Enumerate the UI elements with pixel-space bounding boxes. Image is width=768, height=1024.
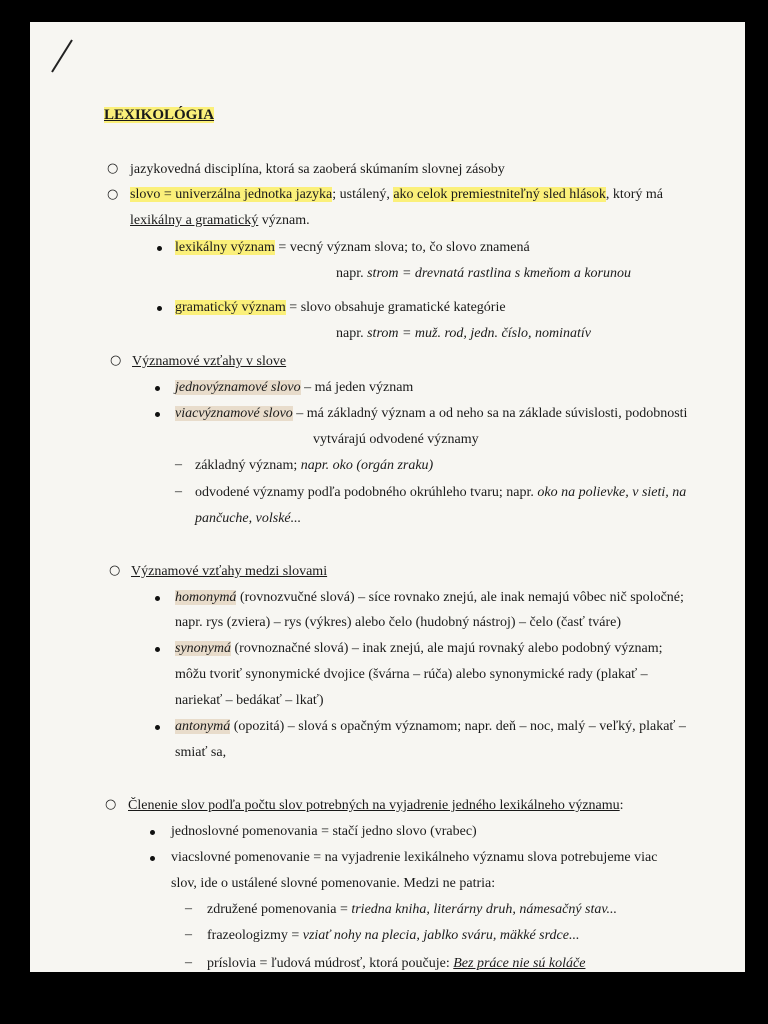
list-item-continuation: smiať sa, [175, 745, 227, 760]
document-page [30, 22, 745, 972]
list-item-continuation: môžu tvoriť synonymické dvojice (švárna – rúča) alebo synonymické rady (plakať – [175, 667, 648, 682]
sub-item: príslovia = ľudová múdrosť, ktorá poučuje: Bez práce nie sú koláče [207, 956, 586, 971]
definition-line: jazykovedná disciplína, ktorá sa zaoberá skúmaním slovnej zásoby [130, 162, 505, 177]
circle-bullet-icon: ○ [107, 161, 119, 176]
dot-bullet-icon [155, 596, 160, 601]
circle-bullet-icon: ○ [110, 353, 122, 368]
list-item: homonymá (rovnozvučné slová) – síce rovnako znejú, ale inak nemajú vôbec nič spoločné; [175, 590, 684, 605]
word-definition-continuation: lexikálny a gramatický význam. [130, 213, 310, 228]
example-line: napr. strom = drevnatá rastlina s kmeňom a korunou [336, 266, 632, 281]
page-title: LEXIKOLÓGIA [104, 107, 215, 123]
list-item-continuation: vytvárajú odvodené významy [313, 432, 479, 447]
dot-bullet-icon [155, 386, 160, 391]
section-heading: Významové vzťahy medzi slovami [131, 564, 328, 579]
circle-bullet-icon: ○ [109, 563, 121, 578]
dot-bullet-icon [155, 725, 160, 730]
list-item: antonymá (opozitá) – slová s opačným významom; napr. deň – noc, malý – veľký, plakať – [175, 719, 686, 734]
dot-bullet-icon [155, 412, 160, 417]
lexical-meaning-line: lexikálny význam = vecný význam slova; to, čo slovo znamená [175, 240, 530, 255]
section-heading: Členenie slov podľa počtu slov potrebných na vyjadrenie jedného lexikálneho významu: [128, 798, 624, 813]
list-item: synonymá (rovnoznačné slová) – inak znejú, ale majú rovnaký alebo podobný význam; [175, 641, 663, 656]
grammatical-meaning-line: gramatický význam = slovo obsahuje gramatické kategórie [175, 300, 506, 315]
list-item: jednoslovné pomenovania = stačí jedno slovo (vrabec) [171, 824, 477, 839]
dash-bullet-icon: – [185, 927, 192, 942]
list-item-continuation: napr. rys (zviera) – rys (výkres) alebo čelo (hudobný nástroj) – čelo (časť tváre) [175, 615, 622, 630]
word-definition-line: slovo = univerzálna jednotka jazyka; ustálený, ako celok premiestniteľný sled hlások, ktorý má [130, 187, 664, 202]
list-item-continuation: nariekať – bedákať – lkať) [175, 693, 324, 708]
circle-bullet-icon: ○ [107, 187, 119, 202]
sub-item: odvodené významy podľa podobného okrúhleho tvaru; napr. oko na polievke, v sieti, na [195, 485, 687, 500]
dash-bullet-icon: – [175, 457, 182, 472]
dash-bullet-icon: – [175, 484, 182, 499]
dot-bullet-icon [157, 306, 162, 311]
list-item: viacvýznamové slovo – má základný význam a od neho sa na základe súvislosti, podobnosti [175, 406, 688, 421]
list-item-continuation: slov, ide o ustálené slovné pomenovanie. Medzi ne patria: [171, 876, 496, 891]
section-heading: Významové vzťahy v slove [132, 354, 287, 369]
circle-bullet-icon: ○ [105, 797, 117, 812]
sub-item: združené pomenovania = triedna kniha, literárny druh, námesačný stav... [207, 902, 618, 917]
pen-stroke-mark [48, 36, 78, 76]
dash-bullet-icon: – [185, 955, 192, 970]
example-line: napr. strom = muž. rod, jedn. číslo, nominatív [336, 326, 591, 341]
list-item: viacslovné pomenovanie = na vyjadrenie lexikálneho významu slova potrebujeme viac [171, 850, 658, 865]
sub-item: základný význam; napr. oko (orgán zraku) [195, 458, 434, 473]
dot-bullet-icon [150, 856, 155, 861]
dot-bullet-icon [150, 830, 155, 835]
dash-bullet-icon: – [185, 901, 192, 916]
sub-item-continuation: pančuche, volské... [195, 511, 302, 526]
list-item: jednovýznamové slovo – má jeden význam [175, 380, 414, 395]
sub-item: frazeologizmy = vziať nohy na plecia, jablko sváru, mäkké srdce... [207, 928, 580, 943]
dot-bullet-icon [157, 246, 162, 251]
dot-bullet-icon [155, 647, 160, 652]
